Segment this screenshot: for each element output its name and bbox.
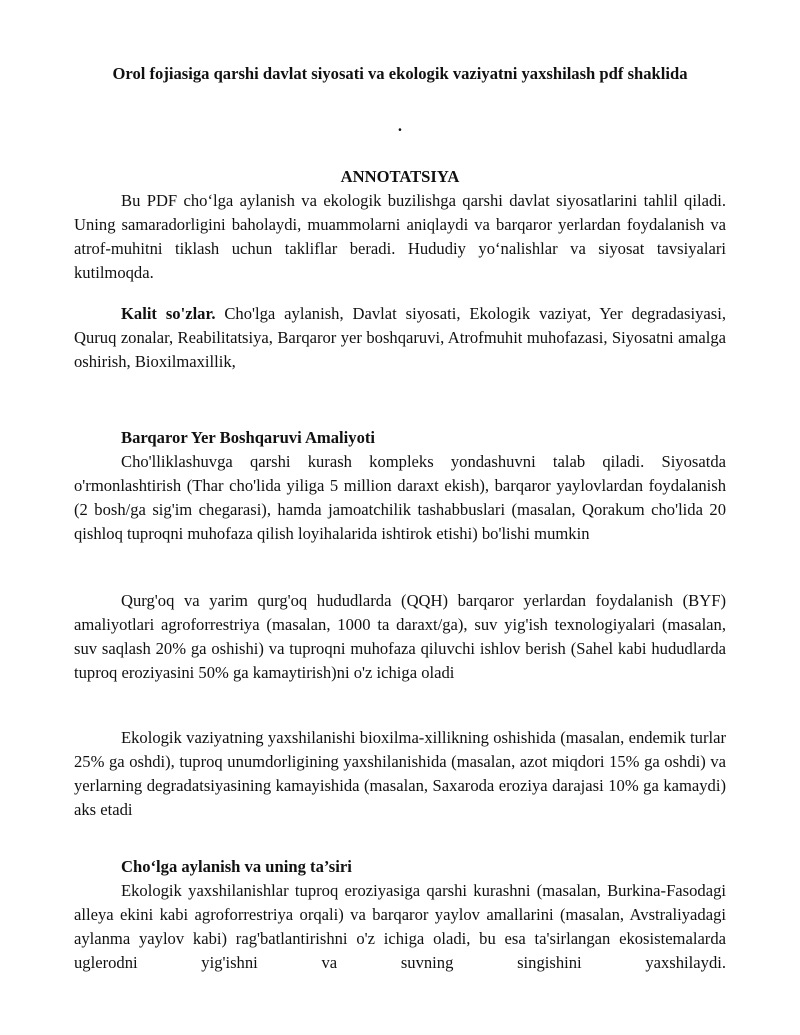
annotation-heading: ANNOTATSIYA (340, 167, 460, 186)
document-title: Orol fojiasiga qarshi davlat siyosati va ekologik vaziyatni yaxshilash pdf shaklida (112, 64, 688, 83)
keywords-label: Kalit so'zlar. (121, 304, 216, 323)
section-heading-desertification: Cho‘lga aylanish va uning ta’siri (121, 857, 352, 876)
keywords-paragraph (74, 302, 726, 374)
keywords-text: Cho'lga aylanish, Davlat siyosati, Ekologik vaziyat, Yer degradasiyasi, Quruq zonalar, Reabilitatsiya, Barqaror yer boshqaruvi, Atrofmuhit muhofazasi, Siyosatni amalga oshirish, Bioxilmaxillik, (74, 304, 726, 371)
section1-paragraph-2: Qurg'oq va yarim qurg'oq hududlarda (QQH) barqaror yerlardan foydalanish (BYF) amaliyotlari agroforrestriya (masalan, 1000 ta daraxt/ga), suv yig'ish texnologiyalari (masalan, suv saqlash 20% ga oshishi) va tuproqni muhofaza qiluvchi ishlov berish (Sahel kabi hududlarda tuproq eroziyasini 50% ga kamaytirish)ni o'z ichiga oladi (74, 591, 726, 682)
title-separator: . (397, 116, 403, 135)
section1-paragraph-1: Cho'lliklashuvga qarshi kurash kompleks yondashuvni talab qiladi. Siyosatda o'rmonlashtirish (Thar cho'lida yiliga 5 million daraxt ekish), barqaror yaylovlardan foydalanish (2 bosh/ga sig'im chegarasi), hamda jamoatchilik tashabbuslari (masalan, Qorakum cho'lida 20 qishloq tuproqni muhofaza qilish loyihalarida ishtirok etishi) bo'lishi mumkin (74, 452, 726, 543)
section-heading-sustainable-land: Barqaror Yer Boshqaruvi Amaliyoti (121, 428, 376, 447)
annotation-paragraph: Bu PDF cho‘lga aylanish va ekologik buzilishga qarshi davlat siyosatlarini tahlil qiladi. Uning samaradorligini baholaydi, muammolarni aniqlaydi va barqaror yerlardan foydalanish va atrof-muhitni tiklash uchun takliflar beradi. Hududiy yo‘nalishlar va siyosat tavsiyalari kutilmoqda. (74, 191, 726, 282)
section1-paragraph-3: Ekologik vaziyatning yaxshilanishi bioxilma-xillikning oshishida (masalan, endemik turlar 25% ga oshdi), tuproq unumdorligining yaxshilanishida (masalan, azot miqdori 15% ga oshdi) va yerlarning degradatsiyasining kamayishida (masalan, Saxaroda eroziya darajasi 10% ga kamaydi) aks etadi (74, 728, 726, 819)
section2-paragraph: Ekologik yaxshilanishlar tuproq eroziyasiga qarshi kurashni (masalan, Burkina-Fasodagi alleya ekini kabi agroforrestriya orqali) va barqaror yaylov amallarini (masalan, Avstraliyadagi aylanma yaylov kabi) rag'batlantirishni o'z ichiga oladi, bu esa ta'sirlangan ekosistemalarda uglerodni yig'ishni va suvning singishini yaxshilaydi. (74, 881, 726, 972)
